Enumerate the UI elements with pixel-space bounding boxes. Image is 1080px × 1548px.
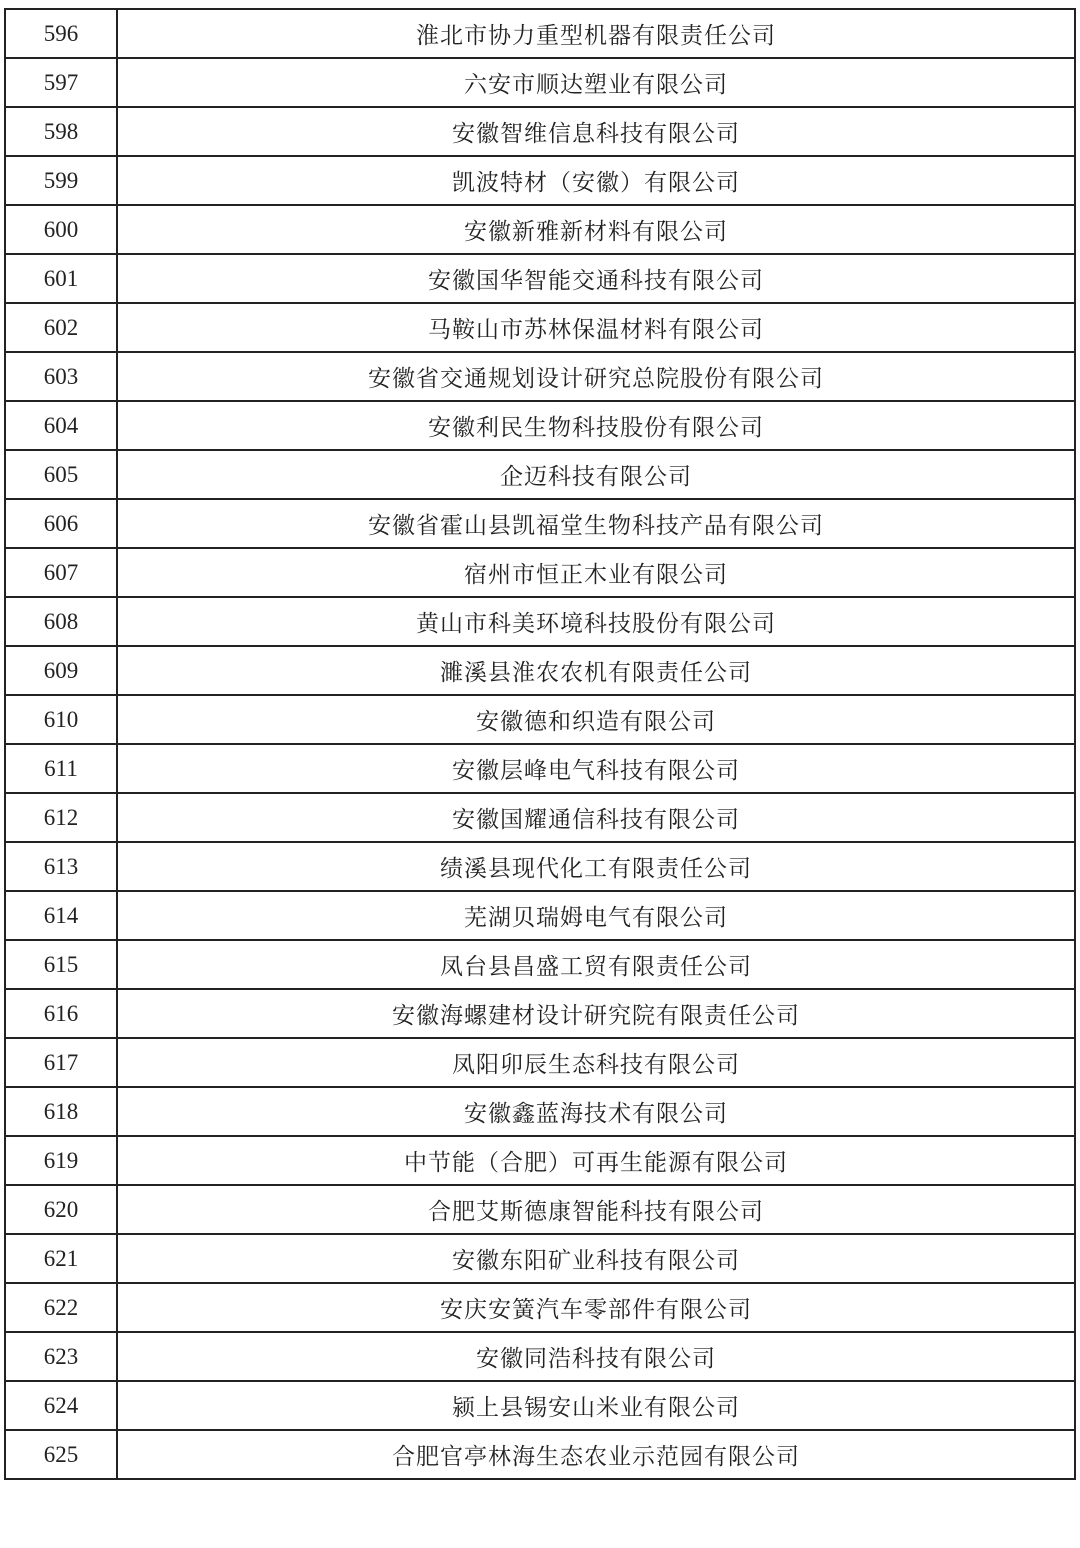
table-row — [5, 1038, 1075, 1087]
row-number: 619 — [5, 1136, 117, 1185]
table-row — [5, 1430, 1075, 1479]
row-number: 609 — [5, 646, 117, 695]
row-number: 598 — [5, 107, 117, 156]
company-name: 合肥官亭林海生态农业示范园有限公司 — [117, 1430, 1075, 1479]
table-row — [5, 744, 1075, 793]
row-number: 600 — [5, 205, 117, 254]
table-row — [5, 156, 1075, 205]
table-row — [5, 1087, 1075, 1136]
table-row — [5, 940, 1075, 989]
row-number: 602 — [5, 303, 117, 352]
company-name: 马鞍山市苏林保温材料有限公司 — [117, 303, 1075, 352]
row-number: 597 — [5, 58, 117, 107]
company-name: 中节能（合肥）可再生能源有限公司 — [117, 1136, 1075, 1185]
table-row — [5, 989, 1075, 1038]
table-row — [5, 695, 1075, 744]
company-name: 安庆安簧汽车零部件有限公司 — [117, 1283, 1075, 1332]
company-name: 濉溪县淮农农机有限责任公司 — [117, 646, 1075, 695]
table-row — [5, 646, 1075, 695]
row-number: 625 — [5, 1430, 117, 1479]
row-number: 606 — [5, 499, 117, 548]
table-row — [5, 205, 1075, 254]
row-number: 608 — [5, 597, 117, 646]
row-number: 613 — [5, 842, 117, 891]
company-name: 安徽新雅新材料有限公司 — [117, 205, 1075, 254]
table-row — [5, 1283, 1075, 1332]
company-name: 芜湖贝瑞姆电气有限公司 — [117, 891, 1075, 940]
company-name: 安徽同浩科技有限公司 — [117, 1332, 1075, 1381]
company-name: 合肥艾斯德康智能科技有限公司 — [117, 1185, 1075, 1234]
company-name: 安徽鑫蓝海技术有限公司 — [117, 1087, 1075, 1136]
table-row — [5, 450, 1075, 499]
table-row — [5, 891, 1075, 940]
company-name: 安徽层峰电气科技有限公司 — [117, 744, 1075, 793]
table-row — [5, 499, 1075, 548]
row-number: 616 — [5, 989, 117, 1038]
table-row — [5, 793, 1075, 842]
company-name: 安徽海螺建材设计研究院有限责任公司 — [117, 989, 1075, 1038]
row-number: 604 — [5, 401, 117, 450]
row-number: 605 — [5, 450, 117, 499]
company-name: 安徽德和织造有限公司 — [117, 695, 1075, 744]
row-number: 601 — [5, 254, 117, 303]
row-number: 621 — [5, 1234, 117, 1283]
company-name: 凤阳卯辰生态科技有限公司 — [117, 1038, 1075, 1087]
company-name: 六安市顺达塑业有限公司 — [117, 58, 1075, 107]
company-name: 绩溪县现代化工有限责任公司 — [117, 842, 1075, 891]
row-number: 610 — [5, 695, 117, 744]
table-body — [5, 9, 1075, 1479]
table-row — [5, 1234, 1075, 1283]
company-name: 安徽智维信息科技有限公司 — [117, 107, 1075, 156]
table-row — [5, 1185, 1075, 1234]
table-row — [5, 254, 1075, 303]
table-row — [5, 597, 1075, 646]
table-row — [5, 548, 1075, 597]
company-name: 宿州市恒正木业有限公司 — [117, 548, 1075, 597]
table-row — [5, 58, 1075, 107]
company-name: 黄山市科美环境科技股份有限公司 — [117, 597, 1075, 646]
company-name: 安徽国华智能交通科技有限公司 — [117, 254, 1075, 303]
table-row — [5, 352, 1075, 401]
row-number: 617 — [5, 1038, 117, 1087]
company-name: 企迈科技有限公司 — [117, 450, 1075, 499]
row-number: 620 — [5, 1185, 117, 1234]
table-row — [5, 9, 1075, 58]
company-list-table — [4, 8, 1076, 1480]
row-number: 614 — [5, 891, 117, 940]
table-row — [5, 401, 1075, 450]
row-number: 618 — [5, 1087, 117, 1136]
company-name: 安徽省霍山县凯福堂生物科技产品有限公司 — [117, 499, 1075, 548]
company-name: 安徽国耀通信科技有限公司 — [117, 793, 1075, 842]
row-number: 603 — [5, 352, 117, 401]
row-number: 623 — [5, 1332, 117, 1381]
row-number: 599 — [5, 156, 117, 205]
company-name: 凤台县昌盛工贸有限责任公司 — [117, 940, 1075, 989]
row-number: 624 — [5, 1381, 117, 1430]
table-row — [5, 107, 1075, 156]
row-number: 611 — [5, 744, 117, 793]
table-row — [5, 1381, 1075, 1430]
company-name: 安徽东阳矿业科技有限公司 — [117, 1234, 1075, 1283]
company-name: 颍上县锡安山米业有限公司 — [117, 1381, 1075, 1430]
table-row — [5, 303, 1075, 352]
table-row — [5, 1136, 1075, 1185]
row-number: 622 — [5, 1283, 117, 1332]
table-row — [5, 842, 1075, 891]
row-number: 615 — [5, 940, 117, 989]
company-name: 凯波特材（安徽）有限公司 — [117, 156, 1075, 205]
table-row — [5, 1332, 1075, 1381]
row-number: 612 — [5, 793, 117, 842]
company-name: 安徽利民生物科技股份有限公司 — [117, 401, 1075, 450]
company-name: 淮北市协力重型机器有限责任公司 — [117, 9, 1075, 58]
row-number: 596 — [5, 9, 117, 58]
company-name: 安徽省交通规划设计研究总院股份有限公司 — [117, 352, 1075, 401]
row-number: 607 — [5, 548, 117, 597]
